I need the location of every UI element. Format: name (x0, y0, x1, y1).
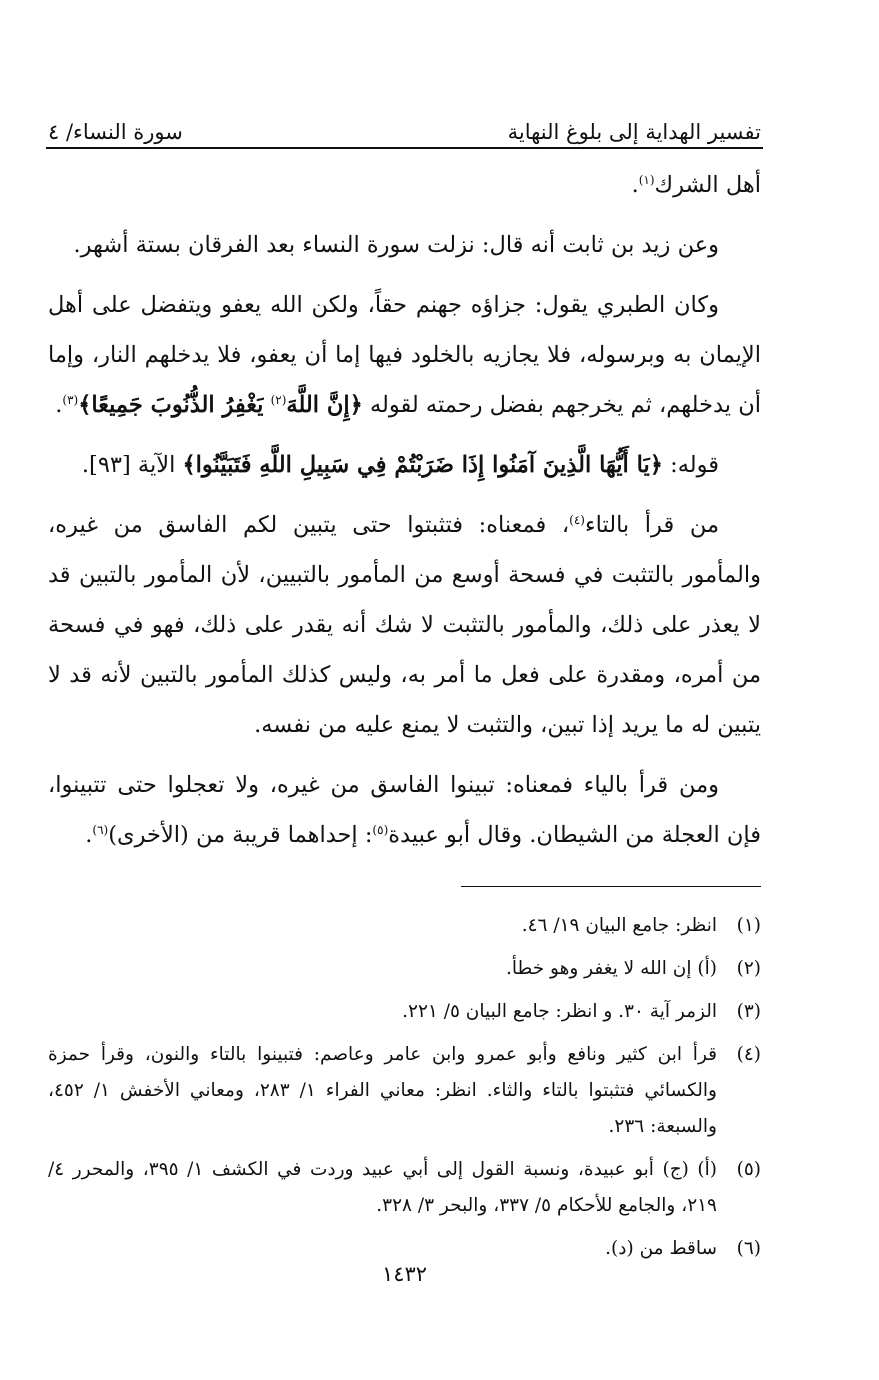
footnote-ref-6: (٦) (92, 823, 109, 837)
footnote-text: ساقط من (د). (605, 1238, 717, 1259)
paragraph-1 (48, 160, 761, 210)
footnote-number: (١) (736, 915, 761, 936)
footnote-text: الزمر آية ٣٠. و انظر: جامع البيان ٥/ ٢٢١. (402, 1001, 717, 1022)
footnote-3 (48, 994, 761, 1030)
quran-verse-b: يَغْفِرُ الذُّنُوبَ جَمِيعًا﴾ (78, 392, 264, 418)
paragraph-6 (48, 760, 761, 860)
footnote-ref-5: (٥) (372, 823, 389, 837)
verse-number: الآية [٩٣]. (81, 452, 176, 478)
paragraph-5-lead: من قرأ بالتاء (584, 512, 719, 538)
footnote-ref-1: (١) (638, 173, 655, 187)
footnote-4 (48, 1037, 761, 1145)
footnote-number: (٢) (736, 958, 761, 979)
paragraph-4-lead: قوله: (670, 452, 719, 478)
paragraph-5-text: ، فمعناه: فتثبتوا حتى يتبين لكم الفاسق من غيره، والمأمور بالتثبت في فسحة أوسع من المأمور بالتبيين، لأن المأمور بالتبين قد لا يعذر على ذلك، والمأمور بالتثبت لا شك أنه يقدر على ذلك، فهو في فسحة من أمره، ومقدرة على فعل ما أمر به، وليس كذلك المأمور بالتبين لأنه قد لا يتبين له ما يريد إذا تبين، والتثبت لا يمنع عليه من نفسه. (48, 512, 761, 738)
paragraph-4 (48, 440, 761, 490)
footnote-5 (48, 1152, 761, 1224)
paragraph-3-text: وكان الطبري يقول: جزاؤه جهنم حقاً، ولكن الله يعفو ويتفضل على أهل الإيمان به وبرسوله، فلا يجازيه بالخلود فيها إما أن يعفو، فلا يدخلهم النار، وإما أن يدخلهم، ثم يخرجهم بفضل رحمته لقوله (48, 292, 761, 418)
paragraph-1-end: . (631, 172, 639, 198)
footnote-1 (48, 908, 761, 944)
paragraph-5 (48, 500, 761, 750)
quran-verse-c: ﴿يَا أَيُّهَا الَّذِينَ آمَنُوا إِذَا ضَرَبْتُمْ فِي سَبِيلِ اللَّهِ فَتَبَيَّنُوا﴾ (182, 452, 663, 478)
footnote-separator (461, 886, 761, 887)
paragraph-6-end: . (85, 822, 93, 848)
footnote-text: (أ) إن الله لا يغفر وهو خطأ. (506, 958, 717, 979)
footnote-number: (٣) (736, 1001, 761, 1022)
paragraph-3 (48, 280, 761, 430)
footnote-ref-2: (٢) (270, 393, 287, 407)
paragraph-6-quote: : إحداهما قريبة من (الأخرى) (108, 822, 373, 848)
running-header (48, 100, 761, 144)
paragraph-1-text: أهل الشرك (654, 172, 761, 198)
main-text (48, 160, 761, 870)
footnote-text: انظر: جامع البيان ١٩/ ٤٦. (521, 915, 717, 936)
footnote-ref-4: (٤) (569, 513, 585, 527)
footnote-text: (أ) (ج) أبو عبيدة، ونسبة القول إلى أبي عبيد وردت في الكشف ١/ ٣٩٥، والمحرر ٤/ ٢١٩، والجامع للأحكام ٥/ ٣٣٧، والبحر ٣/ ٣٢٨. (48, 1159, 717, 1216)
footnote-text: قرأ ابن كثير ونافع وأبو عمرو وابن عامر وعاصم: فتبينوا بالتاء والنون، وقرأ حمزة والكسائي فتثبتوا بالتاء والثاء. انظر: معاني الفراء ١/ ٢٨٣، ومعاني الأخفش ١/ ٤٥٢، والسبعة: ٢٣٦. (48, 1044, 717, 1137)
quran-verse-a: ﴿إِنَّ اللَّهَ (286, 392, 363, 418)
header-rule (46, 147, 763, 149)
book-title: تفسير الهداية إلى بلوغ النهاية (507, 120, 761, 144)
surah-section: سورة النساء/ ٤ (48, 120, 183, 144)
paragraph-3-end: . (55, 392, 63, 418)
paragraph-6-text: ومن قرأ بالياء فمعناه: تبينوا الفاسق من غيره، ولا تعجلوا حتى تتبينوا، فإن العجلة من الشيطان. وقال أبو عبيدة (48, 772, 761, 848)
footnote-ref-3: (٣) (62, 393, 79, 407)
page-number: ١٤٣٢ (381, 1262, 428, 1286)
footnotes (48, 908, 761, 1274)
footnote-number: (٤) (736, 1044, 761, 1065)
footnote-number: (٦) (736, 1238, 761, 1259)
paragraph-2: وعن زيد بن ثابت أنه قال: نزلت سورة النساء بعد الفرقان بستة أشهر. (73, 232, 719, 258)
footnote-number: (٥) (736, 1159, 761, 1180)
footnote-2 (48, 951, 761, 987)
